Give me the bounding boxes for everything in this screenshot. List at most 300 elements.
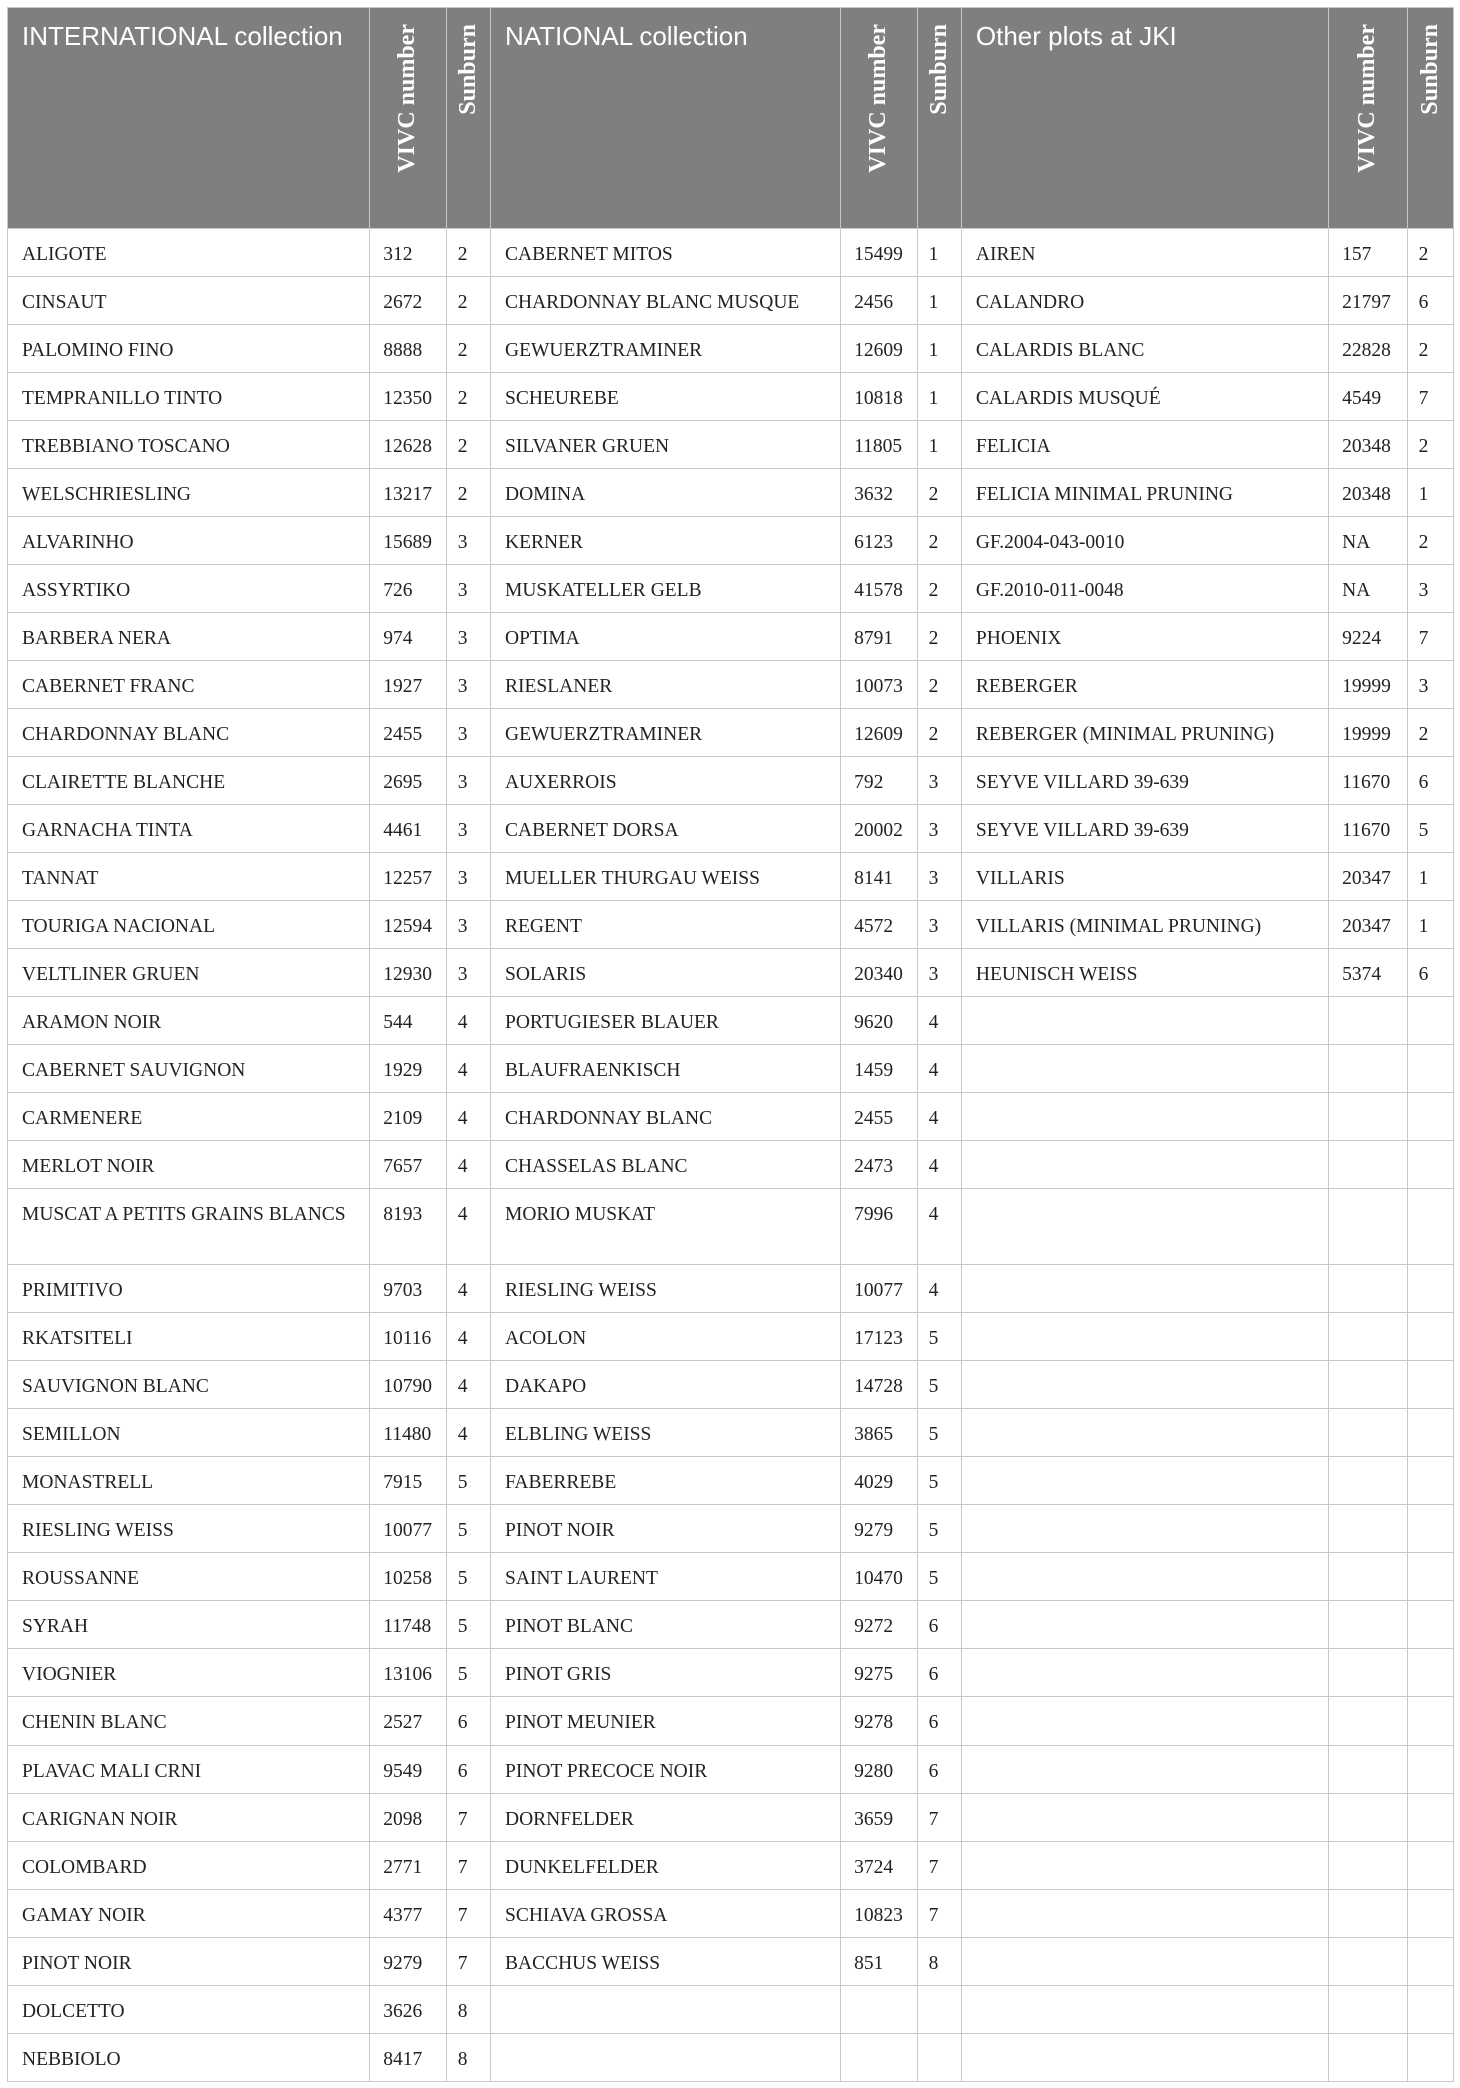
vivc-header-label: VIVC number: [865, 24, 892, 173]
national-variety-cell: REGENT: [490, 901, 840, 949]
other-variety-cell: [961, 1361, 1328, 1409]
other-sunburn-cell: 1: [1407, 853, 1453, 901]
table-row: [8, 2033, 1454, 2081]
international-variety-cell: CHARDONNAY BLANC: [8, 709, 370, 757]
international-variety-cell: RIESLING WEISS: [8, 1505, 370, 1553]
national-sunburn-cell: 4: [917, 1141, 961, 1189]
international-variety-cell: CARIGNAN NOIR: [8, 1793, 370, 1841]
international-vivc-cell: 726: [370, 565, 446, 613]
international-vivc-cell: 9703: [370, 1265, 446, 1313]
other-variety-cell: [961, 1697, 1328, 1745]
international-sunburn-cell: 3: [446, 757, 490, 805]
sunburn-header-label: Sunburn: [925, 24, 952, 115]
other-header: Other plots at JKI: [961, 8, 1328, 229]
national-variety-cell: AUXERROIS: [490, 757, 840, 805]
national-sunburn-cell: 5: [917, 1457, 961, 1505]
international-variety-cell: VELTLINER GRUEN: [8, 949, 370, 997]
national-vivc-cell: 792: [841, 757, 917, 805]
national-variety-cell: CABERNET MITOS: [490, 229, 840, 277]
other-vivc-cell: 20347: [1329, 853, 1407, 901]
other-sunburn-cell: 2: [1407, 709, 1453, 757]
national-sunburn-cell: 2: [917, 613, 961, 661]
other-sunburn-cell: [1407, 1745, 1453, 1793]
other-sunburn-cell: [1407, 1189, 1453, 1265]
other-sunburn-cell: [1407, 997, 1453, 1045]
international-header: INTERNATIONAL collection: [8, 8, 370, 229]
international-sunburn-cell: 7: [446, 1793, 490, 1841]
table-row: [8, 1745, 1454, 1793]
national-vivc-cell: 2455: [841, 1093, 917, 1141]
other-vivc-cell: [1329, 1649, 1407, 1697]
table-row: [8, 805, 1454, 853]
international-sunburn-cell: 4: [446, 997, 490, 1045]
national-variety-cell: SAINT LAURENT: [490, 1553, 840, 1601]
national-variety-cell: OPTIMA: [490, 613, 840, 661]
other-sunburn-cell: [1407, 1045, 1453, 1093]
other-vivc-cell: 11670: [1329, 757, 1407, 805]
national-variety-cell: GEWUERZTRAMINER: [490, 709, 840, 757]
other-sunburn-cell: [1407, 1697, 1453, 1745]
international-variety-cell: CLAIRETTE BLANCHE: [8, 757, 370, 805]
header-row: [8, 8, 1454, 229]
other-vivc-cell: [1329, 1361, 1407, 1409]
international-sunburn-cell: 6: [446, 1697, 490, 1745]
sunburn-header: [446, 8, 490, 229]
international-sunburn-cell: 5: [446, 1505, 490, 1553]
international-vivc-cell: 10790: [370, 1361, 446, 1409]
international-sunburn-cell: 5: [446, 1457, 490, 1505]
other-sunburn-cell: 1: [1407, 469, 1453, 517]
sunburn-header: [1407, 8, 1453, 229]
international-vivc-cell: 312: [370, 229, 446, 277]
other-variety-cell: [961, 1793, 1328, 1841]
national-sunburn-cell: 8: [917, 1937, 961, 1985]
other-variety-cell: [961, 1601, 1328, 1649]
table-row: [8, 1265, 1454, 1313]
other-sunburn-cell: 6: [1407, 277, 1453, 325]
table-row: [8, 1313, 1454, 1361]
national-variety-cell: [490, 1985, 840, 2033]
other-variety-cell: [961, 1889, 1328, 1937]
other-variety-cell: [961, 1265, 1328, 1313]
other-vivc-cell: [1329, 1937, 1407, 1985]
international-variety-cell: TANNAT: [8, 853, 370, 901]
other-variety-cell: [961, 1409, 1328, 1457]
other-vivc-cell: 157: [1329, 229, 1407, 277]
national-variety-cell: DORNFELDER: [490, 1793, 840, 1841]
other-variety-cell: CALARDIS BLANC: [961, 325, 1328, 373]
international-sunburn-cell: 6: [446, 1745, 490, 1793]
vivc-header: [841, 8, 917, 229]
international-variety-cell: ROUSSANNE: [8, 1553, 370, 1601]
international-vivc-cell: 8193: [370, 1189, 446, 1265]
other-vivc-cell: [1329, 1985, 1407, 2033]
international-vivc-cell: 10116: [370, 1313, 446, 1361]
national-vivc-cell: 9280: [841, 1745, 917, 1793]
national-vivc-cell: 3865: [841, 1409, 917, 1457]
international-variety-cell: ALIGOTE: [8, 229, 370, 277]
international-sunburn-cell: 3: [446, 949, 490, 997]
international-sunburn-cell: 3: [446, 517, 490, 565]
national-vivc-cell: 6123: [841, 517, 917, 565]
vivc-header: [370, 8, 446, 229]
national-sunburn-cell: 7: [917, 1793, 961, 1841]
international-sunburn-cell: 3: [446, 805, 490, 853]
table-row: [8, 1457, 1454, 1505]
international-vivc-cell: 4377: [370, 1889, 446, 1937]
international-sunburn-cell: 2: [446, 325, 490, 373]
table-row: [8, 469, 1454, 517]
national-variety-cell: BACCHUS WEISS: [490, 1937, 840, 1985]
other-variety-cell: REBERGER (MINIMAL PRUNING): [961, 709, 1328, 757]
national-vivc-cell: 4029: [841, 1457, 917, 1505]
table-row: [8, 1505, 1454, 1553]
other-variety-cell: [961, 1457, 1328, 1505]
table-row: [8, 1045, 1454, 1093]
international-variety-cell: VIOGNIER: [8, 1649, 370, 1697]
table-row: [8, 1189, 1454, 1265]
other-vivc-cell: [1329, 1697, 1407, 1745]
international-vivc-cell: 2771: [370, 1841, 446, 1889]
national-vivc-cell: 7996: [841, 1189, 917, 1265]
other-vivc-cell: 19999: [1329, 661, 1407, 709]
other-sunburn-cell: 3: [1407, 661, 1453, 709]
international-vivc-cell: 10258: [370, 1553, 446, 1601]
international-vivc-cell: 2098: [370, 1793, 446, 1841]
other-variety-cell: [961, 1841, 1328, 1889]
international-variety-cell: PINOT NOIR: [8, 1937, 370, 1985]
other-vivc-cell: 20348: [1329, 469, 1407, 517]
national-vivc-cell: 10470: [841, 1553, 917, 1601]
other-sunburn-cell: [1407, 1361, 1453, 1409]
other-vivc-cell: [1329, 1745, 1407, 1793]
national-vivc-cell: 10073: [841, 661, 917, 709]
other-vivc-cell: [1329, 1093, 1407, 1141]
international-vivc-cell: 4461: [370, 805, 446, 853]
national-sunburn-cell: 1: [917, 277, 961, 325]
national-header: NATIONAL collection: [490, 8, 840, 229]
national-vivc-cell: 3724: [841, 1841, 917, 1889]
national-variety-cell: GEWUERZTRAMINER: [490, 325, 840, 373]
other-sunburn-cell: [1407, 1409, 1453, 1457]
other-sunburn-cell: 1: [1407, 901, 1453, 949]
national-sunburn-cell: 3: [917, 805, 961, 853]
international-sunburn-cell: 3: [446, 565, 490, 613]
other-sunburn-cell: 2: [1407, 421, 1453, 469]
national-variety-cell: BLAUFRAENKISCH: [490, 1045, 840, 1093]
international-vivc-cell: 15689: [370, 517, 446, 565]
other-variety-cell: FELICIA MINIMAL PRUNING: [961, 469, 1328, 517]
national-variety-cell: ELBLING WEISS: [490, 1409, 840, 1457]
national-vivc-cell: 2456: [841, 277, 917, 325]
international-vivc-cell: 10077: [370, 1505, 446, 1553]
national-vivc-cell: 1459: [841, 1045, 917, 1093]
other-vivc-cell: [1329, 1553, 1407, 1601]
international-sunburn-cell: 4: [446, 1045, 490, 1093]
other-vivc-cell: [1329, 1889, 1407, 1937]
other-vivc-cell: 9224: [1329, 613, 1407, 661]
other-vivc-cell: 21797: [1329, 277, 1407, 325]
table-row: [8, 1093, 1454, 1141]
international-variety-cell: PRIMITIVO: [8, 1265, 370, 1313]
national-sunburn-cell: 3: [917, 757, 961, 805]
other-variety-cell: [961, 1505, 1328, 1553]
international-sunburn-cell: 3: [446, 901, 490, 949]
international-sunburn-cell: 2: [446, 469, 490, 517]
international-vivc-cell: 11480: [370, 1409, 446, 1457]
other-vivc-cell: [1329, 1409, 1407, 1457]
national-sunburn-cell: 2: [917, 517, 961, 565]
international-variety-cell: PLAVAC MALI CRNI: [8, 1745, 370, 1793]
international-variety-cell: ARAMON NOIR: [8, 997, 370, 1045]
international-sunburn-cell: 4: [446, 1265, 490, 1313]
national-vivc-cell: 9620: [841, 997, 917, 1045]
other-variety-cell: CALARDIS MUSQUÉ: [961, 373, 1328, 421]
national-variety-cell: DAKAPO: [490, 1361, 840, 1409]
other-sunburn-cell: 6: [1407, 949, 1453, 997]
national-vivc-cell: 3659: [841, 1793, 917, 1841]
table-row: [8, 517, 1454, 565]
national-sunburn-cell: 4: [917, 1093, 961, 1141]
table-row: [8, 565, 1454, 613]
national-sunburn-cell: 2: [917, 565, 961, 613]
other-vivc-cell: [1329, 1265, 1407, 1313]
international-variety-cell: TEMPRANILLO TINTO: [8, 373, 370, 421]
other-vivc-cell: NA: [1329, 565, 1407, 613]
international-variety-cell: MERLOT NOIR: [8, 1141, 370, 1189]
national-sunburn-cell: 4: [917, 1045, 961, 1093]
national-variety-cell: PINOT BLANC: [490, 1601, 840, 1649]
national-sunburn-cell: 1: [917, 373, 961, 421]
other-sunburn-cell: 2: [1407, 325, 1453, 373]
other-sunburn-cell: [1407, 1937, 1453, 1985]
international-vivc-cell: 1929: [370, 1045, 446, 1093]
table-row: [8, 1985, 1454, 2033]
national-vivc-cell: 851: [841, 1937, 917, 1985]
international-sunburn-cell: 5: [446, 1553, 490, 1601]
other-variety-cell: GF.2010-011-0048: [961, 565, 1328, 613]
other-vivc-cell: 20347: [1329, 901, 1407, 949]
table-row: [8, 325, 1454, 373]
international-variety-cell: DOLCETTO: [8, 1985, 370, 2033]
international-variety-cell: MONASTRELL: [8, 1457, 370, 1505]
international-vivc-cell: 7915: [370, 1457, 446, 1505]
national-variety-cell: KERNER: [490, 517, 840, 565]
other-variety-cell: [961, 1985, 1328, 2033]
national-sunburn-cell: 4: [917, 1265, 961, 1313]
national-sunburn-cell: 6: [917, 1601, 961, 1649]
other-variety-cell: AIREN: [961, 229, 1328, 277]
national-variety-cell: PORTUGIESER BLAUER: [490, 997, 840, 1045]
other-sunburn-cell: [1407, 1265, 1453, 1313]
other-vivc-cell: [1329, 1601, 1407, 1649]
other-sunburn-cell: [1407, 2033, 1453, 2081]
other-vivc-cell: [1329, 1841, 1407, 1889]
international-vivc-cell: 11748: [370, 1601, 446, 1649]
other-variety-cell: [961, 1553, 1328, 1601]
international-variety-cell: SYRAH: [8, 1601, 370, 1649]
table-body: [8, 229, 1454, 2082]
table-row: [8, 277, 1454, 325]
national-variety-cell: DOMINA: [490, 469, 840, 517]
table-row: [8, 1841, 1454, 1889]
national-variety-cell: SCHIAVA GROSSA: [490, 1889, 840, 1937]
other-sunburn-cell: [1407, 1505, 1453, 1553]
table-row: [8, 901, 1454, 949]
international-vivc-cell: 12930: [370, 949, 446, 997]
other-variety-cell: [961, 2033, 1328, 2081]
international-variety-cell: GARNACHA TINTA: [8, 805, 370, 853]
national-vivc-cell: 12609: [841, 325, 917, 373]
national-variety-cell: MORIO MUSKAT: [490, 1189, 840, 1265]
other-sunburn-cell: 2: [1407, 229, 1453, 277]
other-sunburn-cell: 3: [1407, 565, 1453, 613]
national-sunburn-cell: 5: [917, 1553, 961, 1601]
national-sunburn-cell: 5: [917, 1313, 961, 1361]
vivc-header-label: VIVC number: [394, 24, 421, 173]
international-sunburn-cell: 7: [446, 1841, 490, 1889]
national-variety-cell: RIESLANER: [490, 661, 840, 709]
national-vivc-cell: 8791: [841, 613, 917, 661]
other-variety-cell: SEYVE VILLARD 39-639: [961, 757, 1328, 805]
national-variety-cell: CHARDONNAY BLANC MUSQUE: [490, 277, 840, 325]
other-vivc-cell: [1329, 1045, 1407, 1093]
national-vivc-cell: 41578: [841, 565, 917, 613]
other-variety-cell: [961, 1937, 1328, 1985]
international-vivc-cell: 2527: [370, 1697, 446, 1745]
international-sunburn-cell: 4: [446, 1361, 490, 1409]
national-sunburn-cell: 5: [917, 1361, 961, 1409]
international-vivc-cell: 974: [370, 613, 446, 661]
national-sunburn-cell: [917, 1985, 961, 2033]
international-vivc-cell: 13106: [370, 1649, 446, 1697]
sunburn-header-label: Sunburn: [1416, 24, 1443, 115]
national-variety-cell: MUSKATELLER GELB: [490, 565, 840, 613]
national-variety-cell: RIESLING WEISS: [490, 1265, 840, 1313]
national-variety-cell: PINOT GRIS: [490, 1649, 840, 1697]
international-variety-cell: ASSYRTIKO: [8, 565, 370, 613]
international-vivc-cell: 8888: [370, 325, 446, 373]
international-variety-cell: WELSCHRIESLING: [8, 469, 370, 517]
other-sunburn-cell: [1407, 1841, 1453, 1889]
other-vivc-cell: 20348: [1329, 421, 1407, 469]
other-sunburn-cell: 6: [1407, 757, 1453, 805]
table-row: [8, 997, 1454, 1045]
international-variety-cell: RKATSITELI: [8, 1313, 370, 1361]
national-vivc-cell: [841, 1985, 917, 2033]
national-vivc-cell: 20002: [841, 805, 917, 853]
international-sunburn-cell: 8: [446, 2033, 490, 2081]
international-variety-cell: CINSAUT: [8, 277, 370, 325]
international-variety-cell: CARMENERE: [8, 1093, 370, 1141]
other-vivc-cell: [1329, 1313, 1407, 1361]
international-sunburn-cell: 7: [446, 1889, 490, 1937]
sunburn-header: [917, 8, 961, 229]
international-sunburn-cell: 4: [446, 1141, 490, 1189]
other-vivc-cell: [1329, 1457, 1407, 1505]
national-variety-cell: MUELLER THURGAU WEISS: [490, 853, 840, 901]
national-sunburn-cell: 6: [917, 1745, 961, 1793]
international-variety-cell: COLOMBARD: [8, 1841, 370, 1889]
national-sunburn-cell: 3: [917, 949, 961, 997]
table-row: [8, 1361, 1454, 1409]
international-sunburn-cell: 5: [446, 1601, 490, 1649]
table-row: [8, 709, 1454, 757]
national-sunburn-cell: 1: [917, 325, 961, 373]
international-sunburn-cell: 4: [446, 1189, 490, 1265]
national-vivc-cell: 8141: [841, 853, 917, 901]
other-variety-cell: SEYVE VILLARD 39-639: [961, 805, 1328, 853]
other-vivc-cell: [1329, 1141, 1407, 1189]
other-sunburn-cell: [1407, 1793, 1453, 1841]
international-vivc-cell: 12594: [370, 901, 446, 949]
international-variety-cell: PALOMINO FINO: [8, 325, 370, 373]
national-vivc-cell: 17123: [841, 1313, 917, 1361]
national-variety-cell: CHARDONNAY BLANC: [490, 1093, 840, 1141]
national-sunburn-cell: 4: [917, 1189, 961, 1265]
national-vivc-cell: 4572: [841, 901, 917, 949]
table-row: [8, 613, 1454, 661]
table-row: [8, 1649, 1454, 1697]
national-variety-cell: PINOT NOIR: [490, 1505, 840, 1553]
other-vivc-cell: 5374: [1329, 949, 1407, 997]
sunburn-header-label: Sunburn: [454, 24, 481, 115]
national-vivc-cell: [841, 2033, 917, 2081]
international-sunburn-cell: 2: [446, 421, 490, 469]
international-sunburn-cell: 7: [446, 1937, 490, 1985]
other-sunburn-cell: [1407, 1649, 1453, 1697]
other-sunburn-cell: 2: [1407, 517, 1453, 565]
international-vivc-cell: 8417: [370, 2033, 446, 2081]
international-variety-cell: SAUVIGNON BLANC: [8, 1361, 370, 1409]
table-row: [8, 1409, 1454, 1457]
national-vivc-cell: 10818: [841, 373, 917, 421]
international-vivc-cell: 9549: [370, 1745, 446, 1793]
international-variety-cell: ALVARINHO: [8, 517, 370, 565]
international-vivc-cell: 2455: [370, 709, 446, 757]
other-variety-cell: GF.2004-043-0010: [961, 517, 1328, 565]
international-variety-cell: TOURIGA NACIONAL: [8, 901, 370, 949]
table-row: [8, 1889, 1454, 1937]
other-variety-cell: [961, 1745, 1328, 1793]
table-row: [8, 1697, 1454, 1745]
grape-sunburn-table: [7, 7, 1454, 2082]
national-variety-cell: ACOLON: [490, 1313, 840, 1361]
other-variety-cell: FELICIA: [961, 421, 1328, 469]
other-sunburn-cell: [1407, 1553, 1453, 1601]
international-variety-cell: CABERNET FRANC: [8, 661, 370, 709]
national-vivc-cell: 9279: [841, 1505, 917, 1553]
national-sunburn-cell: 7: [917, 1841, 961, 1889]
other-variety-cell: [961, 1141, 1328, 1189]
international-variety-cell: BARBERA NERA: [8, 613, 370, 661]
national-sunburn-cell: [917, 2033, 961, 2081]
national-vivc-cell: 11805: [841, 421, 917, 469]
national-variety-cell: SOLARIS: [490, 949, 840, 997]
table-row: [8, 949, 1454, 997]
international-vivc-cell: 12628: [370, 421, 446, 469]
vivc-header: [1329, 8, 1407, 229]
international-sunburn-cell: 3: [446, 661, 490, 709]
international-variety-cell: NEBBIOLO: [8, 2033, 370, 2081]
international-sunburn-cell: 3: [446, 613, 490, 661]
other-vivc-cell: [1329, 1189, 1407, 1265]
international-sunburn-cell: 2: [446, 277, 490, 325]
table-row: [8, 1553, 1454, 1601]
other-vivc-cell: 11670: [1329, 805, 1407, 853]
national-vivc-cell: 15499: [841, 229, 917, 277]
other-vivc-cell: 19999: [1329, 709, 1407, 757]
